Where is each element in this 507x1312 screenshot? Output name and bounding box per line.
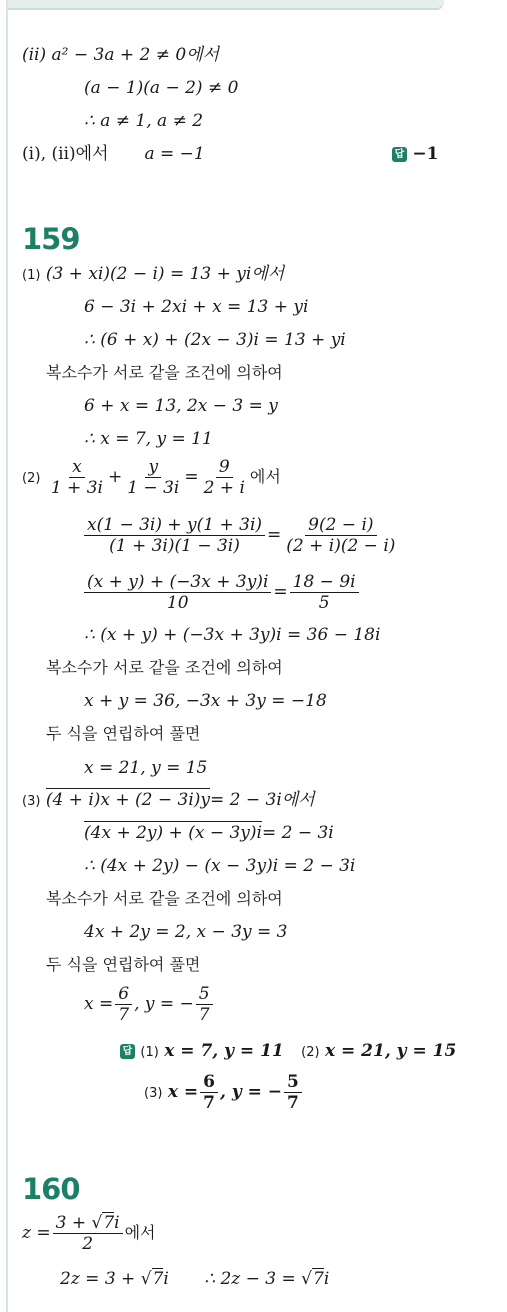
sub2-line8: x = 21, y = 15 (84, 758, 208, 778)
factor-line: (a − 1)(a − 2) ≠ 0 (84, 78, 239, 98)
answer-badge: 답 (120, 1044, 135, 1059)
sub2-line4: ∴ (x + y) + (−3x + 3y)i = 36 − 18i (84, 625, 381, 645)
answer-badge: 답 (392, 147, 407, 162)
sub3-line5: 4x + 2y = 2, x − 3y = 3 (84, 922, 288, 942)
answer-top: 답 −1 (392, 143, 438, 165)
sub2-fraction-step1: $\frac{x(1 - 3i) + y(1 + 3i)}{(1 + 3i)(1 - 3i)}$ = $\frac{9(2 - i)}{(2 + i)(2 - i)}$ (82, 515, 400, 556)
sub3-line2: (4x + 2y) + (x − 3y)i= 2 − 3i (84, 823, 334, 843)
sub1-line2: 6 − 3i + 2xi + x = 13 + yi (84, 297, 309, 317)
sub3-line3: ∴ (4x + 2y) − (x − 3y)i = 2 − 3i (84, 856, 356, 876)
answer-159-line1: 답 (1) x = 7, y = 11 (2) x = 21, y = 15 (120, 1040, 456, 1064)
sub2-line5: 복소수가 서로 같을 조건에 의하여 (46, 658, 283, 677)
p160-line2: 2z = 3 + √7i ∴ 2z − 3 = √7i (60, 1269, 330, 1289)
case-ii-line: (ⅱ) a² − 3a + 2 ≠ 0에서 (22, 45, 220, 65)
top-tab-bar (8, 0, 444, 10)
answer-159-line2: (3) x = $\frac{6}{7}$ , y = − $\frac{5}{7}$ (144, 1072, 304, 1113)
sub1-line4: 복소수가 서로 같을 조건에 의하여 (46, 363, 283, 382)
sub2-fraction-step2: $\frac{(x + y) + (-3x + 3y)i}{10}$ = $\frac{18 - 9i}{5}$ (82, 572, 361, 613)
sub1-line1: (1) (3 + xi)(2 − i) = 13 + yi에서 (22, 264, 285, 284)
sub1-line6: ∴ x = 7, y = 11 (84, 429, 213, 449)
sub3-line6: 두 식을 연립하여 풀면 (46, 955, 201, 974)
sub2-line7: 두 식을 연립하여 풀면 (46, 724, 201, 743)
p160-line1: z = $\frac{3 + √7i}{2}$ 에서 (22, 1213, 156, 1254)
therefore-line: ∴ a ≠ 1, a ≠ 2 (84, 111, 204, 131)
problem-number-160: 160 (22, 1172, 80, 1206)
sub1-line5: 6 + x = 13, 2x − 3 = y (84, 396, 278, 416)
conclusion-line: (ⅰ), (ⅱ)에서 a = −1 (22, 144, 205, 164)
sub3-line1: (3) (4 + i)x + (2 − 3i)y= 2 − 3i에서 (22, 790, 315, 810)
sub1-line3: ∴ (6 + x) + (2x − 3)i = 13 + yi (84, 330, 346, 350)
sub2-line6: x + y = 36, −3x + 3y = −18 (84, 691, 327, 711)
sub2-equation: (2) $\frac{x}{1 + 3i}$ + $\frac{y}{1 - 3i}$ = $\frac{9}{2 + i}$ 에서 (22, 457, 281, 498)
margin-rule (6, 0, 8, 1312)
sub3-line7: x = $\frac{6}{7}$ , y = − $\frac{5}{7}$ (84, 984, 215, 1025)
sub3-line4: 복소수가 서로 같을 조건에 의하여 (46, 889, 283, 908)
problem-number-159: 159 (22, 222, 80, 256)
